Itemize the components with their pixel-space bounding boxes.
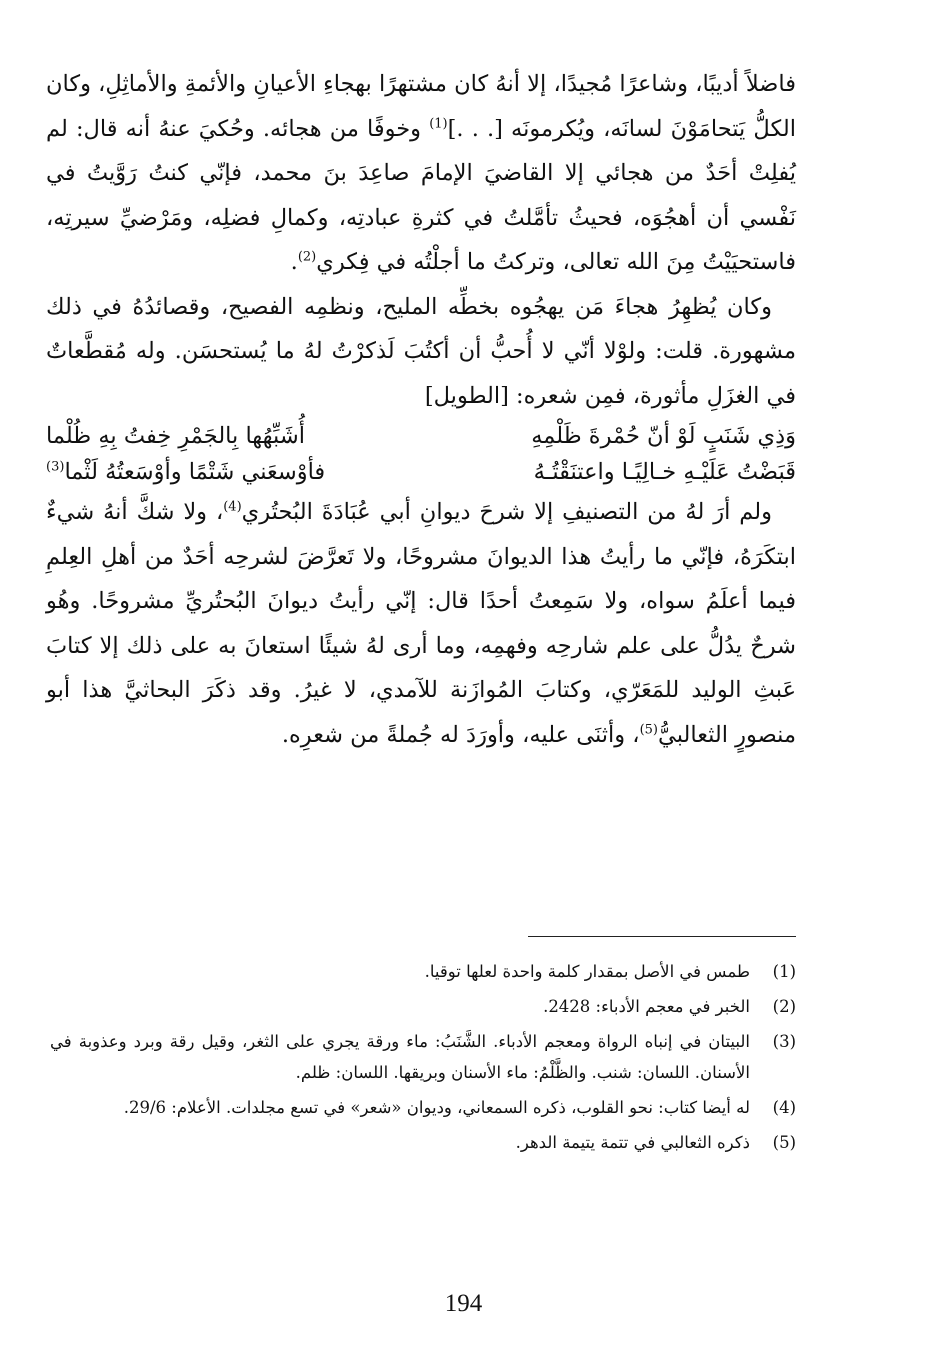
paragraph-2: وكان يُظهِرُ هجاءَ مَن يهجُوه بخطِّه المليح، ونظمِه الفصيح، وقصائدُهُ في ذلك مشهورة. قلت: ولوْلا أنّي لا أُحبُّ أن أكتُبَ لَذكرْتُ لهُ ما يُستحسَن. وله مُقطَّعاتٌ في الغزَلِ مأثورة، فمِن شعره: [الطويل] [46, 293, 796, 409]
footnote-ref-4: (4) [223, 499, 242, 515]
paragraph-3-end: ، وأثنَى عليه، وأورَدَ له جُملةً من شعرِه. [281, 721, 640, 748]
main-text [46, 62, 796, 757]
footnote-4 [50, 1092, 796, 1123]
footnotes [50, 956, 796, 1162]
footnote-number: (5) [772, 1133, 796, 1152]
footnote-ref-1: (1) [429, 116, 448, 131]
footnote-1 [50, 956, 796, 987]
paragraph-3-text: ولم أرَ لهُ من التصنيفِ إلا شرحَ ديوانِ أبي عُبَادَةَ البُحتُري [241, 499, 772, 525]
footnote-ref-2: (2) [297, 249, 317, 265]
verse-1-first-hemistich: وَذِي شَنَبٍ لَوْ أنّ حُمْرةَ ظَلْمِهِ [531, 423, 796, 449]
footnote-number: (1) [772, 962, 796, 981]
footnote-text: ذكره الثعالبي في تتمة يتيمة الدهر. [515, 1133, 750, 1152]
verse-2-first-hemistich: قَبَضْتُ عَلَيْـهِ خـالِيًـا واعتنَقْتُـهُ [533, 459, 796, 485]
paragraph-1-text-cont: وخوفًا من هجائه. وحُكيَ عنهُ أنه قال: لم يُفلِتْ أحَدٌ من هجائي إلا القاضيَ الإمامَ صاعِدَ بنَ محمد، فإنّي كنتُ رَوَّيتُ في نَفْسي أن أهجُوَه، فحيثُ تأمَّلتُ في كثرةِ عبادتِه، وكمالِ فضلِه، ومَرْضيِّ سيرتِه، فاستحيَيْتُ مِنَ الله تعالى، وتركتُ ما أجلْتُه في فِكري [46, 115, 796, 275]
verse-2-second-text: فأوْسعَني شَتْمًا وأوْسَعتُهُ لَثْما [64, 459, 326, 485]
footnote-number: (3) [772, 1032, 796, 1051]
footnote-text: له أيضا كتاب: نحو القلوب، ذكره السمعاني، وديوان «شعر» في تسع مجلدات. الأعلام: 29/6. [123, 1098, 750, 1117]
footnote-2 [50, 991, 796, 1022]
footnote-number: (2) [772, 997, 796, 1016]
footnote-number: (4) [772, 1098, 796, 1117]
paragraph-3 [46, 490, 796, 757]
paragraph-1 [46, 62, 796, 285]
paragraph-1-text: فاضلاً أديبًا، وشاعرًا مُجيدًا، إلا أنهُ كان مشتهرًا بهجاءِ الأعيانِ والأئمةِ والأماثِلِ، وكان الكلُّ يَتحامَوْنَ لسانَه، ويُكرمونَه [. . .] [46, 71, 796, 142]
footnote-3 [50, 1026, 796, 1088]
footnote-ref-5: (5) [639, 722, 658, 737]
footnote-ref-3: (3) [46, 459, 65, 475]
verse-1-second-hemistich: أُشَبِّهُها بِالجَمْرِ خِفتُ بِهِ ظُلْما [46, 423, 305, 449]
paragraph-1-end: . [290, 249, 298, 275]
verse-2-second-hemistich [46, 454, 391, 490]
footnote-text: البيتان في إنباه الرواة ومعجم الأدباء. الشَّنَبُ: ماء ورقة يجري على الثغر، وقيل رقة وبرد وعذوبة في الأسنان. اللسان: شنب. والظَّلْمُ: ماء الأسنان وبريقها. اللسان: ظلم. [50, 1032, 750, 1082]
footnote-5 [50, 1127, 796, 1158]
footnote-divider [528, 936, 796, 937]
footnote-text: طمس في الأصل بمقدار كلمة واحدة لعلها توقيا. [424, 962, 750, 981]
footnote-text: الخبر في معجم الأدباء: 2428. [543, 997, 750, 1016]
verse-line-2 [46, 454, 796, 490]
paragraph-3-text-cont: ، ولا شكَّ أنهُ شيءٌ ابتكَرَهُ، فإنّي ما رأيتُ هذا الديوانَ مشروحًا، ولا تَعرَّضَ لشرحِه أحَدٌ من أهلِ العِلمِ فيما أعلَمُ سواه، ولا سَمِعتُ أحدًا قال: إنّي رأيتُ ديوانَ البُحتُريِّ مشروحًا. وهُو شرحٌ يدُلُّ على علم شارحِه وفهمِه، وما أرى لهُ شيئًا استعانَ به على ذلك إلا كتابَ عَبثِ الوليد للمَعَرّي، وكتابَ المُوازَنة للآمدي، لا غيرُ. وقد ذكَرَ البحاثيَّ هذا أبو منصورٍ الثعالبيُّ [46, 499, 797, 748]
page-number: 194 [444, 1290, 483, 1317]
verse-line-1 [46, 418, 796, 454]
